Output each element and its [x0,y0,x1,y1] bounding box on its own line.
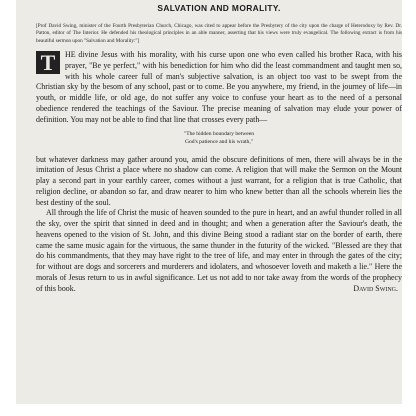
paragraph-3-container [36,208,402,294]
paragraph-1: HE divine Jesus with his morality, with his curse upon one who even called his brother Raca, with his prayer, "Be ye perfect," with his benediction for him who did the least commandment and taught men so, with his whole career full of man's subjective salvation, is an object too vast to be swept from the Christian sky by the besom of any school, past or to come. Be you anywhere, my friend, in the journey of life—in youth, or middle life, or old age, do not suffer any voice to confuse your heart as to the need of a personal obedience rendered the teachings of the Saviour. The precise meaning of salvation may elude your power of definition. You may not be able to find that line that crosses every path— [36,50,402,124]
paragraph-2: but whatever darkness may gather around you, amid the obscure definitions of men, there will always be in the imitation of Jesus Christ a place where no shadow can come. A religion that will make the Sermon on the Mount play a second part in your earthly career, comes without a just warrant, for a religion that is true Catholic, that religion decline, or abandon so far, and draw nearer to him who knew better than all the schools wherein lies the best destiny of the soul. [36,154,402,207]
drop-cap-initial: T [36,51,60,74]
author-signature: David Swing. [353,283,398,293]
verse-line-1: "The hidden boundary between [183,131,255,138]
paragraph-3: All through the life of Christ the music of heaven sounded to the pure in heart, and an awful thunder rolled in all the sky, over the spirit that sinned in deed and in thought; and when a generation after the Saviour's death, the heavens opened to the vision of St. John, and this divine Being stood a radiant star on the border of earth, there came the same music again for the virtuous, the same thunder in the futurity of the wicked. "Blessed are they that do his commandments, that they may have right to the tree of life, and may enter in through the gates of the city; for without are dogs and sorcerers and murderers and idolaters, and whosoever loveth and maketh a lie." Here the morals of Jesus return to us in awful significance. Let us not add to nor take away from the words of the prophecy of this book. [36,208,402,293]
article [36,0,402,294]
editor-note: [Prof David Swing, minister of the Fourth Presbyterian Church, Chicago, was cited to appear before the Presbytery of the city upon the charge of Heterodoxy by Rev. Dr. Patton, editor of The Interior. He defended his theological principles in an able manner, asserting that his views were truly evangelical. The following extract is from his beautiful sermon upon "Salvation and Morality:"] [36,23,402,44]
page-sheet [16,0,402,404]
article-title: SALVATION AND MORALITY. [157,3,281,13]
verse-quote [36,131,402,146]
paragraph-1-container [36,50,402,125]
verse-line-2: God's patience and his wrath," [184,139,254,146]
